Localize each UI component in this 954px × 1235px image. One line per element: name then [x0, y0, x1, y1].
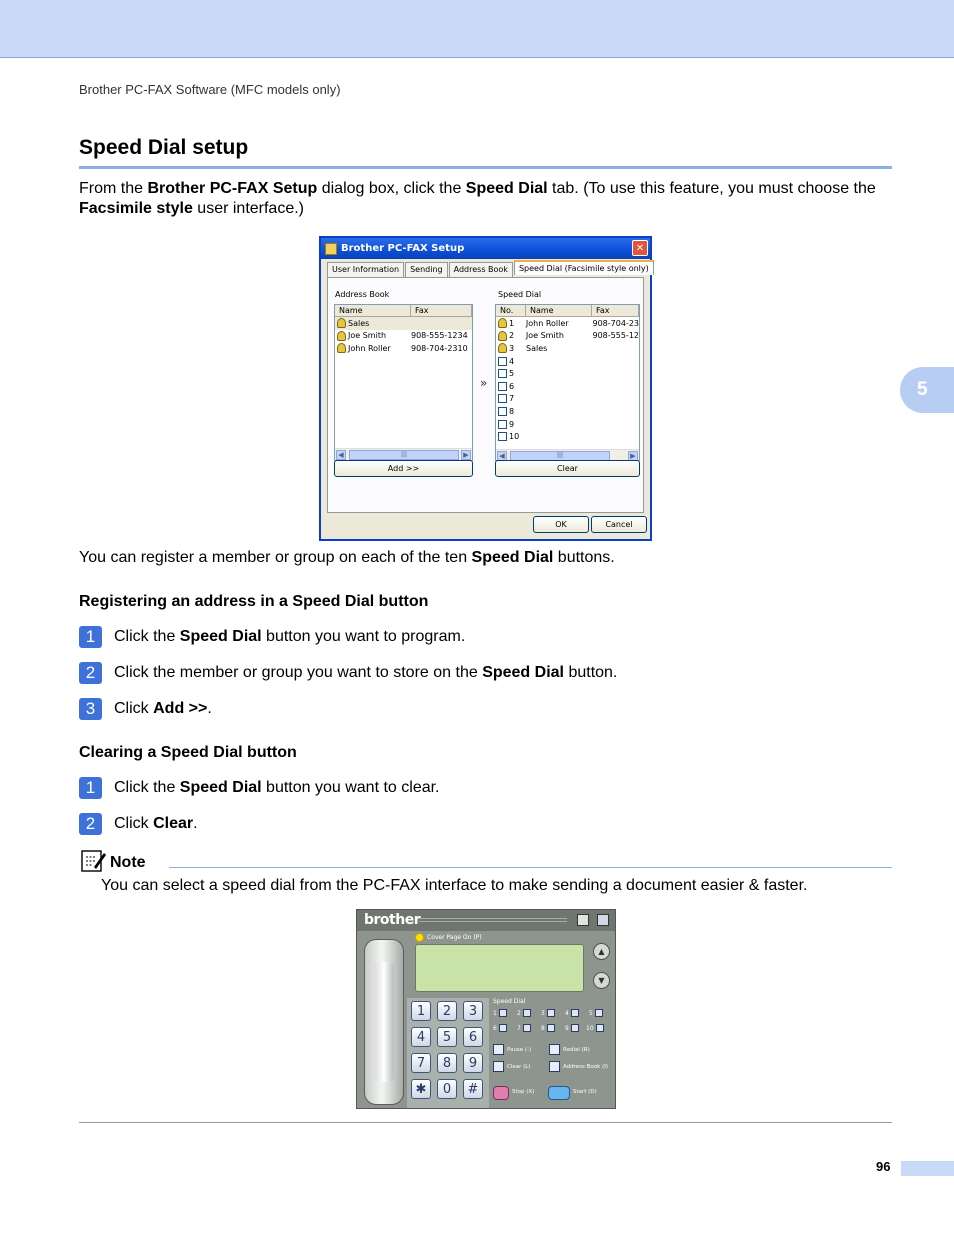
speed-dial-button[interactable]: [523, 1024, 531, 1032]
speed-dial-4[interactable]: 4: [565, 1008, 579, 1018]
tab-sending[interactable]: Sending: [405, 262, 448, 277]
empty-slot-icon: [498, 369, 507, 378]
speed-dial-button[interactable]: [571, 1024, 579, 1032]
key-0[interactable]: 0: [437, 1079, 457, 1099]
key-star[interactable]: ✱: [411, 1079, 431, 1099]
group-icon: [337, 318, 346, 328]
scroll-up-icon[interactable]: ▲: [593, 943, 610, 960]
dialog-tab-panel: [327, 277, 644, 513]
close-icon[interactable]: ✕: [632, 240, 648, 256]
speed-dial-button[interactable]: [547, 1009, 555, 1017]
group-icon: [498, 343, 507, 353]
dialog-tabs: [327, 262, 655, 277]
intro-paragraph: From the Brother PC-FAX Setup dialog box, click the Speed Dial tab. (To use this feature, you must choose the Facsimile style user interface.): [79, 180, 876, 217]
step-number: 1: [79, 777, 102, 799]
key-3[interactable]: 3: [463, 1001, 483, 1021]
col-no[interactable]: No.: [496, 305, 526, 316]
speed-dial-label: Speed Dial: [493, 998, 526, 1005]
horizontal-scrollbar[interactable]: [496, 449, 639, 460]
speed-dial-6[interactable]: 6: [493, 1023, 507, 1033]
speed-dial-list[interactable]: [495, 304, 640, 461]
speed-dial-label: Speed Dial: [498, 290, 542, 299]
speed-dial-9[interactable]: 9: [565, 1023, 579, 1033]
step-number: 1: [79, 626, 102, 648]
speed-dial-row[interactable]: 5: [496, 367, 639, 380]
ok-button[interactable]: OK: [533, 516, 589, 533]
scroll-right-icon[interactable]: ▶: [461, 450, 471, 460]
empty-slot-icon: [498, 382, 507, 391]
topbar-divider: [419, 918, 567, 922]
person-icon: [498, 318, 507, 328]
person-icon: [498, 331, 507, 341]
list-item[interactable]: John Roller 908-704-2310: [335, 342, 472, 355]
lcd-display: [415, 944, 584, 992]
person-icon: [337, 331, 346, 341]
speed-dial-row[interactable]: 3 Sales: [496, 342, 639, 355]
empty-slot-icon: [498, 394, 507, 403]
running-header: Brother PC-FAX Software (MFC models only): [79, 82, 341, 97]
section-title: Speed Dial setup: [79, 136, 249, 159]
tab-speed-dial[interactable]: Speed Dial (Facsimile style only): [514, 260, 654, 275]
redial-button[interactable]: Redial (R): [549, 1044, 590, 1055]
clear-button[interactable]: Clear (L): [493, 1061, 531, 1072]
speed-dial-1[interactable]: 1: [493, 1008, 507, 1018]
registering-heading: Registering an address in a Speed Dial button: [79, 593, 429, 610]
address-book-button[interactable]: Address Book (I): [549, 1061, 613, 1072]
speed-dial-register-paragraph: You can register a member or group on each of the ten Speed Dial buttons.: [79, 549, 615, 566]
speed-dial-button[interactable]: [523, 1009, 531, 1017]
brand-logo: brother: [364, 912, 421, 928]
footer-rule: [79, 1122, 892, 1123]
tab-address-book[interactable]: Address Book: [449, 262, 513, 277]
key-4[interactable]: 4: [411, 1027, 431, 1047]
col-name[interactable]: Name: [526, 305, 592, 316]
clear-button[interactable]: Clear: [495, 460, 640, 477]
title-underline: [79, 166, 892, 169]
address-book-label: Address Book: [335, 290, 390, 299]
list-item[interactable]: Joe Smith 908-555-1234: [335, 330, 472, 343]
chapter-tab: 5: [900, 367, 954, 413]
person-icon: [337, 343, 346, 353]
start-label: Start (D): [573, 1089, 597, 1095]
note-rule: [169, 867, 892, 868]
speed-dial-10[interactable]: 10: [586, 1023, 604, 1033]
speed-dial-button[interactable]: [571, 1009, 579, 1017]
register-step-3: 3 Click Add >>.: [79, 698, 212, 720]
speed-dial-row[interactable]: 1 John Roller 908-704-23: [496, 317, 639, 330]
cover-page-toggle[interactable]: Cover Page On (P): [415, 933, 482, 942]
step-number: 3: [79, 698, 102, 720]
note-label: Note: [110, 854, 146, 871]
register-step-1: 1 Click the Speed Dial button you want to program.: [79, 626, 465, 648]
key-8[interactable]: 8: [437, 1053, 457, 1073]
top-header-band: [0, 0, 954, 58]
scroll-down-icon[interactable]: ▼: [593, 972, 610, 989]
key-5[interactable]: 5: [437, 1027, 457, 1047]
dialog-titlebar: [321, 238, 650, 259]
speed-dial-row[interactable]: 6: [496, 380, 639, 393]
footer-band: [901, 1161, 954, 1176]
stop-button[interactable]: [493, 1086, 509, 1100]
speed-dial-row[interactable]: 2 Joe Smith 908-555-12: [496, 330, 639, 343]
list-item[interactable]: Sales: [335, 317, 472, 330]
move-right-icon: »: [480, 376, 488, 390]
empty-slot-icon: [498, 420, 507, 429]
step-number: 2: [79, 662, 102, 684]
scroll-left-icon[interactable]: ◀: [497, 451, 507, 461]
speed-dial-row[interactable]: 7: [496, 393, 639, 406]
speed-dial-row[interactable]: 8: [496, 405, 639, 418]
clear-step-2: 2 Click Clear.: [79, 813, 198, 835]
key-hash[interactable]: #: [463, 1079, 483, 1099]
app-icon: [325, 243, 337, 255]
speed-dial-row[interactable]: 9: [496, 418, 639, 431]
key-2[interactable]: 2: [437, 1001, 457, 1021]
speed-dial-button[interactable]: [499, 1024, 507, 1032]
speed-dial-5[interactable]: 5: [589, 1008, 603, 1018]
settings-icon[interactable]: [597, 914, 609, 926]
empty-slot-icon: [498, 357, 507, 366]
tab-user-information[interactable]: User Information: [327, 262, 404, 277]
speed-dial-button[interactable]: [499, 1009, 507, 1017]
pc-fax-setup-dialog: [319, 236, 652, 541]
speed-dial-button[interactable]: [547, 1024, 555, 1032]
handset-icon: [364, 939, 404, 1105]
col-fax[interactable]: Fax: [411, 305, 472, 316]
cancel-button[interactable]: Cancel: [591, 516, 647, 533]
horizontal-scrollbar[interactable]: [335, 448, 472, 460]
pause-button[interactable]: Pause (-): [493, 1044, 531, 1055]
speed-dial-row[interactable]: 10: [496, 430, 639, 443]
speed-dial-button[interactable]: [595, 1009, 603, 1017]
pc-fax-interface: [356, 909, 616, 1109]
speed-dial-7[interactable]: 7: [517, 1023, 531, 1033]
empty-slot-icon: [498, 432, 507, 441]
note-pencil-icon: [81, 849, 107, 873]
step-number: 2: [79, 813, 102, 835]
speed-dial-2[interactable]: 2: [517, 1008, 531, 1018]
key-7[interactable]: 7: [411, 1053, 431, 1073]
scroll-thumb[interactable]: |||: [510, 451, 610, 461]
speed-dial-8[interactable]: 8: [541, 1023, 555, 1033]
note-header: [81, 849, 146, 873]
scroll-thumb[interactable]: |||: [349, 450, 459, 460]
add-button[interactable]: Add >>: [334, 460, 473, 477]
document-icon[interactable]: [577, 914, 589, 926]
page-number: 96: [876, 1159, 891, 1174]
register-step-2: 2 Click the member or group you want to store on the Speed Dial button.: [79, 662, 617, 684]
key-6[interactable]: 6: [463, 1027, 483, 1047]
clearing-heading: Clearing a Speed Dial button: [79, 744, 297, 761]
dialog-title: Brother PC-FAX Setup: [341, 243, 465, 254]
scroll-right-icon[interactable]: ▶: [628, 451, 638, 461]
stop-label: Stop (X): [512, 1089, 535, 1095]
scroll-left-icon[interactable]: ◀: [336, 450, 346, 460]
speed-dial-3[interactable]: 3: [541, 1008, 555, 1018]
speed-dial-row[interactable]: 4: [496, 355, 639, 368]
col-name[interactable]: Name: [335, 305, 411, 316]
key-1[interactable]: 1: [411, 1001, 431, 1021]
address-book-list[interactable]: [334, 304, 473, 461]
key-9[interactable]: 9: [463, 1053, 483, 1073]
col-fax[interactable]: Fax: [592, 305, 639, 316]
clear-step-1: 1 Click the Speed Dial button you want to clear.: [79, 777, 440, 799]
speed-dial-button[interactable]: [596, 1024, 604, 1032]
dial-keypad: [407, 998, 489, 1108]
start-button[interactable]: [548, 1086, 570, 1100]
cover-page-icon: [415, 933, 424, 942]
note-text: You can select a speed dial from the PC-FAX interface to make sending a document easier & faster.: [101, 877, 808, 894]
empty-slot-icon: [498, 407, 507, 416]
